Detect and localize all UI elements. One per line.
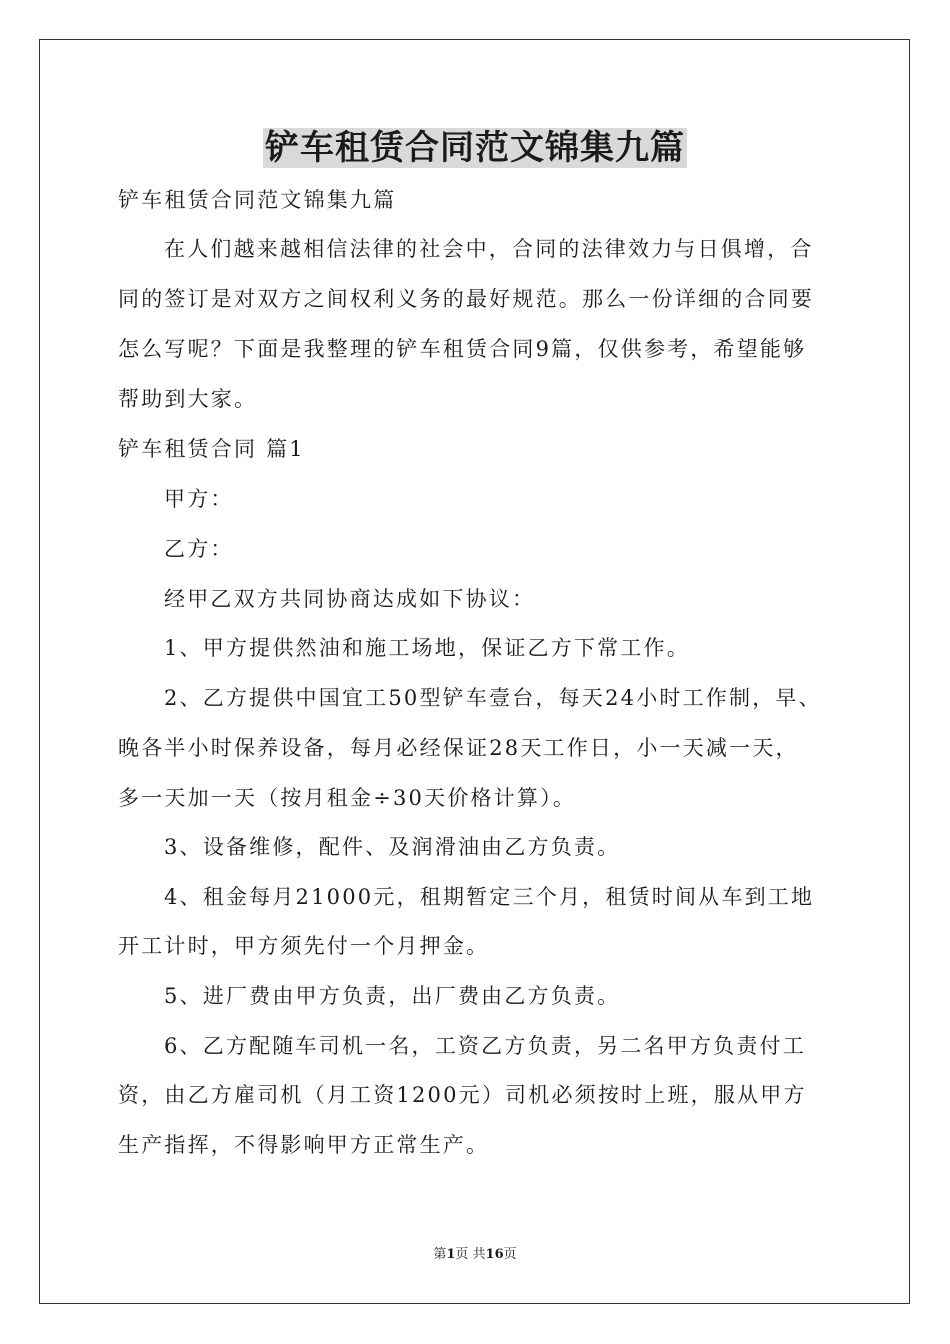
intro-line-3: 怎么写呢？下面是我整理的铲车租赁合同9篇，仅供参考，希望能够 — [118, 337, 807, 361]
section-heading: 铲车租赁合同 篇1 — [118, 437, 305, 461]
clause-6-line-2: 资，由乙方雇司机（月工资1200元）司机必须按时上班，服从甲方 — [118, 1083, 807, 1107]
clause-5-line: 5、进厂费由甲方负责，出厂费由乙方负责。 — [164, 984, 621, 1008]
clause-4-line-2: 开工计时，甲方须先付一个月押金。 — [118, 934, 490, 958]
footer-current-page: 1 — [446, 1247, 456, 1262]
intro-line-2: 同的签订是对双方之间权利义务的最好规范。那么一份详细的合同要 — [118, 287, 814, 311]
clause-4-line-1: 4、租金每月21000元，租期暂定三个月，租赁时间从车到工地 — [164, 885, 815, 909]
clause-2-line-1: 2、乙方提供中国宜工50型铲车壹台，每天24小时工作制，早、 — [164, 686, 822, 710]
subtitle-line: 铲车租赁合同范文锦集九篇 — [118, 188, 397, 212]
page-border — [39, 39, 910, 1304]
party-a-line: 甲方： — [164, 487, 234, 511]
footer-prefix: 第 — [433, 1247, 447, 1262]
footer-mid: 页 共 — [455, 1247, 486, 1262]
clause-1-line: 1、甲方提供然油和施工场地，保证乙方下常工作。 — [164, 636, 690, 660]
clause-2-line-2: 晚各半小时保养设备，每月必经保证28天工作日，小一天减一天， — [118, 736, 799, 760]
footer-suffix: 页 — [503, 1247, 517, 1262]
footer-total-pages: 16 — [485, 1247, 504, 1262]
clause-3-line: 3、设备维修，配件、及润滑油由乙方负责。 — [164, 835, 621, 859]
clause-2-line-3: 多一天加一天（按月租金÷30天价格计算）。 — [118, 786, 577, 810]
clause-6-line-3: 生产指挥，不得影响甲方正常生产。 — [118, 1133, 490, 1157]
agreement-intro-line: 经甲乙双方共同协商达成如下协议： — [164, 587, 536, 611]
page-footer — [0, 1246, 950, 1264]
party-b-line: 乙方： — [164, 537, 234, 561]
document-title-text: 铲车租赁合同范文锦集九篇 — [265, 128, 685, 168]
clause-6-line-1: 6、乙方配随车司机一名，工资乙方负责，另二名甲方负责付工 — [164, 1034, 806, 1058]
intro-line-1: 在人们越来越相信法律的社会中，合同的法律效力与日俱增，合 — [164, 237, 814, 261]
document-title — [0, 122, 950, 174]
intro-line-4: 帮助到大家。 — [118, 387, 258, 411]
